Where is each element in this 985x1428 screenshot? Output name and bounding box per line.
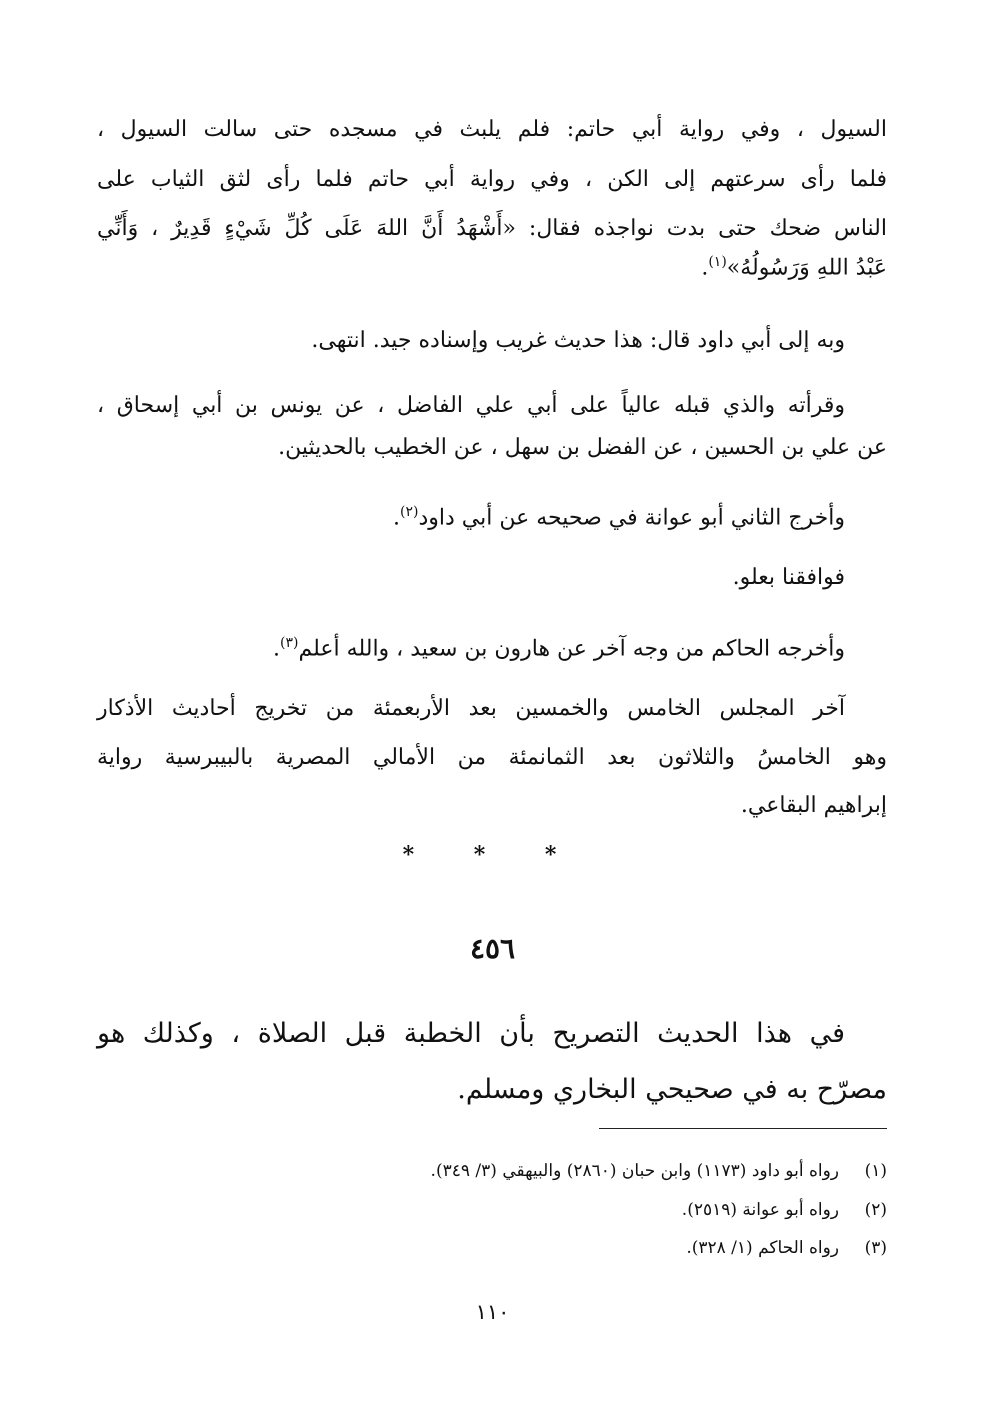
footnote-number: (٣) xyxy=(864,1238,887,1258)
commentary-line: في هذا الحديث التصريح بأن الخطبة قبل الصلاة ، وكذلك هو xyxy=(97,1018,845,1049)
body-line: فلما رأى سرعتهم إلى الكن ، وفي رواية أبي حاتم فلما رأى لثق الثياب على xyxy=(97,167,887,192)
footnote-text: رواه الحاكم (١/ ٣٢٨). xyxy=(686,1238,839,1258)
footnote-text: رواه أبو داود (١١٧٣) وابن حبان (٢٨٦٠) والبيهقي (٣/ ٣٤٩). xyxy=(430,1161,839,1181)
punctuation: . xyxy=(393,505,401,531)
footnote-ref: (٢) xyxy=(400,504,419,520)
body-line xyxy=(97,246,887,284)
body-line: وقرأته والذي قبله عالياً على أبي علي الفاضل ، عن يونس بن أبي إسحاق ، xyxy=(97,393,845,418)
footnote-text: رواه أبو عوانة (٢٥١٩). xyxy=(681,1200,839,1220)
commentary-line: مصرّح به في صحيحي البخاري ومسلم. xyxy=(457,1074,887,1105)
footnote xyxy=(97,1158,887,1184)
body-line: الناس ضحك حتى بدت نواجذه فقال: «أَشْهَدُ أَنَّ اللهَ عَلَى كُلِّ شَيْءٍ قَدِيرٌ ، وَأَنِّي xyxy=(97,216,887,241)
body-text: وأخرجه الحاكم من وجه آخر عن هارون بن سعيد ، والله أعلم xyxy=(298,636,845,662)
body-text: وأخرج الثاني أبو عوانة في صحيحه عن أبي داود xyxy=(418,505,845,531)
footnote xyxy=(97,1235,887,1261)
body-line xyxy=(97,627,845,665)
footnote-number: (١) xyxy=(864,1161,887,1181)
body-line: آخر المجلس الخامس والخمسين بعد الأربعمئة من تخريج أحاديث الأذكار xyxy=(97,696,845,721)
hadith-number: ٤٥٦ xyxy=(469,932,516,965)
footnote-ref: (٣) xyxy=(280,635,299,651)
footnote-divider xyxy=(599,1128,887,1129)
footnote-number: (٢) xyxy=(864,1200,887,1220)
footnote-ref: (١) xyxy=(708,254,727,270)
body-line: إبراهيم البقاعي. xyxy=(740,793,887,818)
body-line: وهو الخامسُ والثلاثون بعد الثمانمئة من الأمالي المصرية بالبيبرسية رواية xyxy=(97,745,887,770)
footnote xyxy=(97,1197,887,1223)
body-line: عن علي بن الحسين ، عن الفضل بن سهل ، عن الخطيب بالحديثين. xyxy=(278,435,887,460)
quote-text: عَبْدُ اللهِ وَرَسُولُهُ» xyxy=(726,255,887,281)
body-line: فوافقنا بعلو. xyxy=(732,565,845,590)
section-separator: * * * xyxy=(402,842,583,868)
body-line: السيول ، وفي رواية أبي حاتم: فلم يلبث في مسجده حتى سالت السيول ، xyxy=(97,117,887,142)
punctuation: . xyxy=(273,636,281,662)
page-number: ١١٠ xyxy=(475,1300,510,1324)
body-line: وبه إلى أبي داود قال: هذا حديث غريب وإسناده جيد. انتهى. xyxy=(311,328,845,353)
body-line xyxy=(97,496,845,534)
punctuation: . xyxy=(701,255,709,281)
